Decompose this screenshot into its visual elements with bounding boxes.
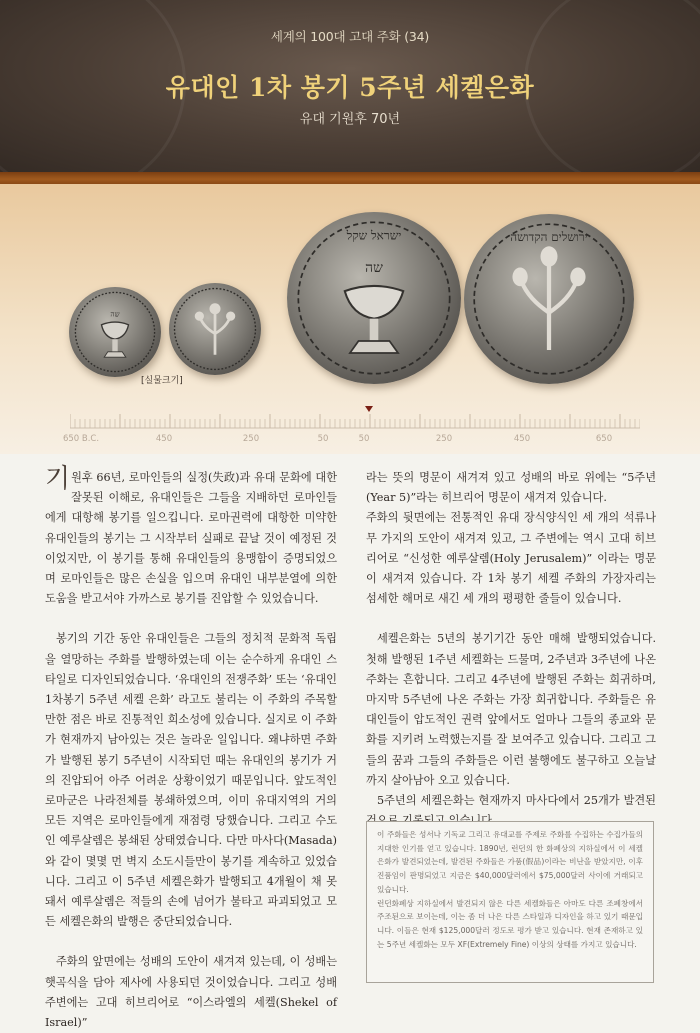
timeline-marker-icon [365, 406, 373, 412]
svg-text:ישראל שקל: ישראל שקל [346, 228, 402, 243]
coin-obverse-small-image [69, 287, 161, 377]
coin-reverse-small-image [169, 283, 261, 375]
article-paragraph: 봉기의 기간 동안 유대인들은 그들의 정치적 문화적 독립을 열망하는 주화를 발행하였는데 이는 순수하게 유대인 스타일로 디자인되었습니다. ‘유대인의 전쟁주화’ 또는 ‘유대인 1차봉기 5주년 세켈 은화’ 라고도 불리는 이 주화의 주목할만한 점은 바로 진통적인 희소성에 있습니다. 실지로 이 주화가 현재까지 남아있는 것은 놀라운 일입니다. 왜냐하면 주화가 발행된 봉기 5주년이 시작되던 때는 유대인의 봉기가 거의 진압되어 아주 어려운 상황이었기 때문입니다. 앞도적인 로마군은 나라전체를 봉쇄하였으며, 이미 유대지역의 거의 모든 지역은 로마인들에게 재점령 당했습니다. 그리고 수도인 예루살렘은 봉쇄된 상태였습니다. 다만 마사다(Masada)와 같이 몇몇 먼 벽지 소도시들만이 봉기를 계속하고 있었습니다. 그리고 이 5주년 세켈은화가 발행되고 4개월이 채 못돼서 예루살렘은 적들의 손에 넘어가 불타고 파괴되었고 모든 세켈은화의 발행은 중단되었습니다. [45, 632, 337, 929]
timeline-label: 50 [358, 434, 370, 444]
header-banner [0, 0, 700, 172]
info-paragraph: 런던화폐상 지하실에서 발견되지 않은 다른 세켈화들은 아마도 다른 조폐창에서 주조된으로 보이는데, 이는 좀 더 나은 다른 스타일과 디자인을 하고 있기 때문입니다. 이들은 현재 $125,000달러 정도로 평가 받고 있습니다. 현재 존재하고 있는 5주년 세켈화는 모두 XF(Extremely Fine) 이상의 상태를 가지고 있습니다. [377, 898, 643, 949]
timeline-label: 50 [317, 434, 329, 444]
svg-text:ירושלים הקדושה: ירושלים הקדושה [510, 230, 588, 245]
article-paragraph: 주화의 앞면에는 성배의 도안이 새겨져 있는데, 이 성배는 햇곡식을 담아 제사에 사용되던 것이었습니다. 그리고 성배 주변에는 고대 히브리어로 “이스라엘의 세켈(Shekel of Israel)” [45, 955, 337, 1030]
article-paragraph: 세켈은화는 5년의 봉기기간 동안 매해 발행되었습니다. 첫해 발행된 1주년 세켈화는 드물며, 2주년과 3주년에 나온 주화는 흔합니다. 그리고 4주년에 발행된 주화는 희귀하며, 마지막 5주년에 나온 주화는 가장 희귀합니다. 주화들은 유대인들이 압도적인 권력 앞에서도 얼마나 그들의 종교와 문화를 지키려 노력했는지를 잘 보여주고 있습니다. 그리고 그들의 꿈과 그들의 주화들은 이런 불행에도 불구하고 오늘날까지 살아남아 오고 있습니다. [366, 632, 656, 787]
page-subtitle: 유대 기원후 70년 [299, 112, 401, 127]
drop-cap: 기 [45, 464, 71, 494]
info-paragraph: 이 주화들은 성서나 기독교 그리고 유대교를 주제로 주화를 수집하는 수집가들의 지대한 인기를 얻고 있습니다. 1890년, 런던의 한 화폐상의 지하실에서 이 세켈은화가 발견되었는데, 발견된 주화들은 가품(假品)이라는 비난을 받았지만, 이후 진품임이 판명되었고 지금은 $40,000달러에서 $75,000달러 사이에 거래되고 있습니다. [377, 830, 643, 894]
page-title: 유대인 1차 봉기 5주년 세켈은화 [165, 73, 535, 102]
coin-obverse-large-image [287, 212, 461, 384]
timeline-label: 650 [595, 434, 613, 444]
timeline-label: 250 [242, 434, 260, 444]
article-paragraph: 5주년의 세켈은화는 현재까지 마사다에서 25개가 발견된 [377, 794, 656, 808]
article-paragraph: 라는 뜻의 명문이 새겨져 있고 성배의 바로 위에는 “5주년(Year 5)”라는 히브리어 명문이 새겨져 있습니다. [366, 471, 656, 505]
article-left-column [45, 464, 337, 1033]
paragraph-text: 원후 66년, 로마인들의 실정(失政)과 유대 문화에 대한 잘못된 이해로, 유대인들은 그들을 지배하던 로마인들에게 대항해 봉기를 일으킵니다. 로마권력에 대항한 미약한 유대인들의 봉기는 그 시작부터 실패로 끝날 것이 예정된 것이었지만, 이 봉기를 통해 유대인들의 용맹함이 증명되었으며 로마인들은 많은 손실을 입으며 유대인 내부분열에 의한 도움을 받고서야 가까스로 봉기를 진압할 수 있었습니다. [45, 471, 337, 606]
real-size-label: [실물크기] [141, 376, 183, 386]
header-band [0, 172, 700, 184]
timeline-label: 450 [513, 434, 531, 444]
article-paragraph: 주화의 뒷면에는 전통적인 유대 장식양식인 세 개의 석류나무 가지의 도안이 새겨져 있고, 그 주변에는 역시 고대 히브리어로 “신성한 예루살렘(Holy Jerusalem)” 이라는 명문이 새겨져 있습니다. 각 1차 봉기 세켈 주화의 가장자리는 섬세한 해머로 새긴 세 개의 평평한 줄들이 있습니다. [366, 511, 656, 606]
series-label: 세계의 100대 고대 주화 (34) [270, 29, 430, 44]
coin-reverse-large-image [464, 214, 634, 384]
svg-text:שה: שה [365, 260, 383, 277]
timeline-label: 450 [155, 434, 173, 444]
article-right-column [366, 468, 656, 831]
info-box [366, 821, 654, 983]
timeline-label: 650 B.C. [62, 434, 100, 444]
article-paragraph [45, 464, 337, 609]
svg-text:שה: שה [110, 309, 120, 319]
timeline-label: 250 [435, 434, 453, 444]
